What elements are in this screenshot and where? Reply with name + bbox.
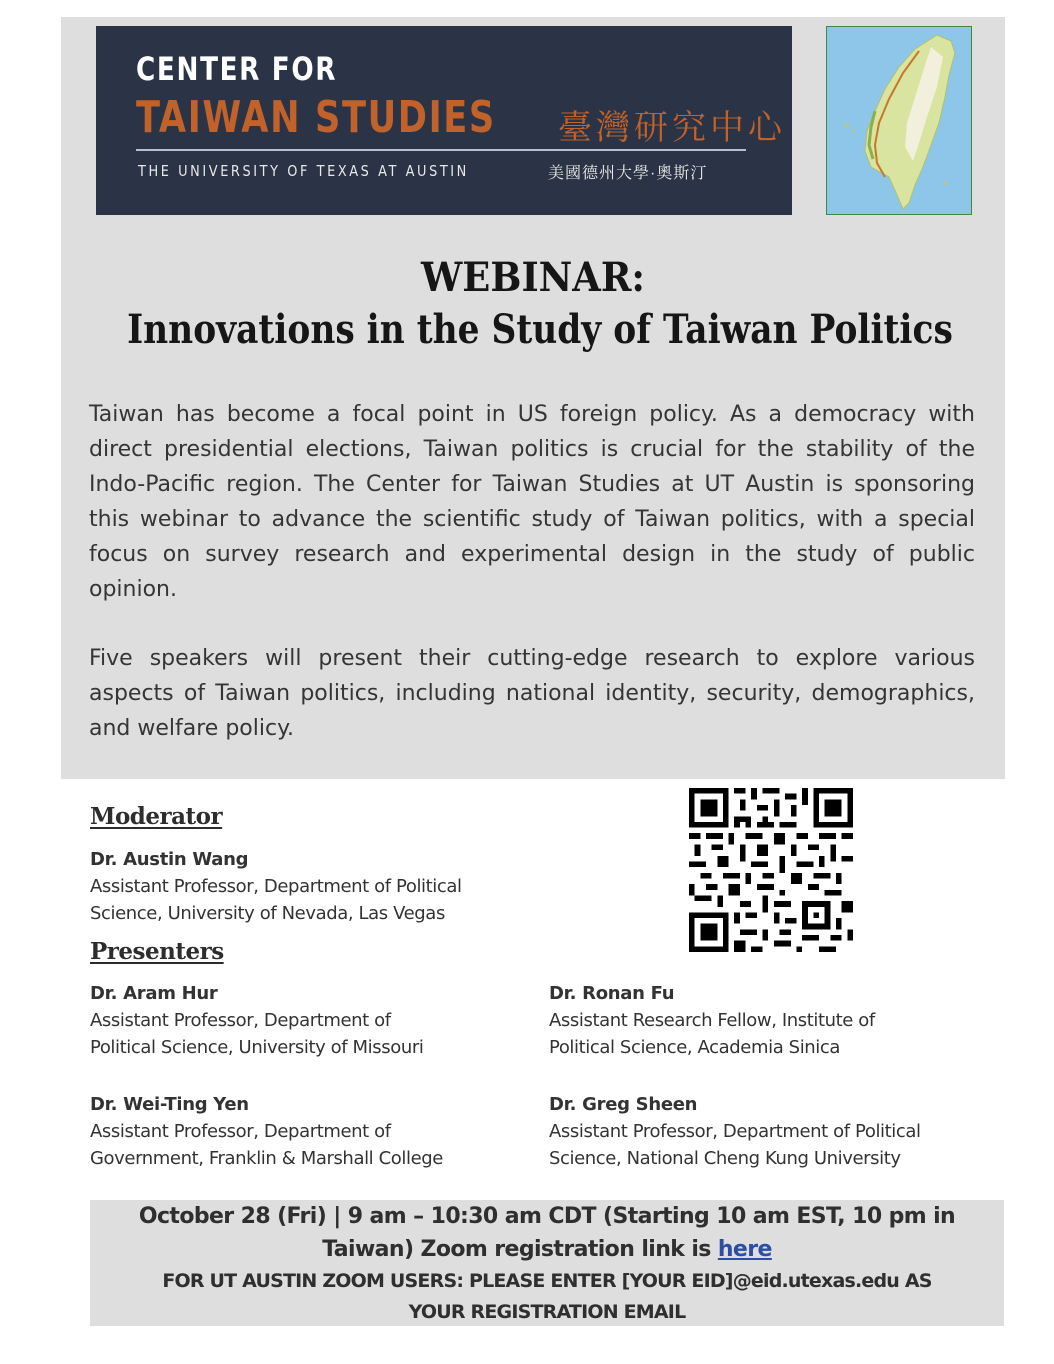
- logo-divider: [136, 149, 746, 151]
- moderator-name: Dr. Austin Wang: [90, 849, 249, 870]
- title-main: Innovations in the Study of Taiwan Politics: [127, 306, 953, 353]
- event-details-footer: [90, 1200, 1004, 1326]
- logo-chinese-name: 臺灣研究中心: [558, 108, 786, 148]
- presenter-name: Dr. Ronan Fu: [549, 983, 675, 1004]
- presenter-name: Dr. Greg Sheen: [549, 1094, 698, 1115]
- center-logo-banner: [96, 26, 792, 215]
- presenter-role-line2: Science, National Cheng Kung University: [549, 1148, 901, 1169]
- event-date-time: October 28 (Fri) | 9 am – 10:30 am CDT (Starting 10 am EST, 10 pm in: [138, 1204, 956, 1229]
- logo-line-center-for: CENTER FOR: [136, 50, 338, 88]
- registration-line: [90, 1233, 1004, 1266]
- presenter-name: Dr. Aram Hur: [90, 983, 218, 1004]
- registration-qr-code[interactable]: [678, 779, 864, 961]
- registration-link[interactable]: here: [717, 1237, 772, 1262]
- presenter-role-line2: Political Science, University of Missouri: [90, 1037, 424, 1058]
- registration-text: Taiwan) Zoom registration link is: [322, 1237, 718, 1262]
- moderator-role-line1: Assistant Professor, Department of Political: [90, 876, 462, 897]
- presenter-role-line2: Government, Franklin & Marshall College: [90, 1148, 443, 1169]
- presenter-entry: [549, 980, 875, 1061]
- presenters-heading: Presenters: [90, 938, 224, 965]
- presenter-entry: [90, 980, 423, 1061]
- logo-university-chinese: 美國德州大學·奧斯汀: [548, 165, 708, 182]
- presenter-role-line1: Assistant Professor, Department of: [90, 1121, 391, 1142]
- presenter-role-line1: Assistant Professor, Department of: [90, 1010, 391, 1031]
- moderator-role-line2: Science, University of Nevada, Las Vegas: [90, 903, 445, 924]
- description-paragraph-2: Five speakers will present their cutting-edge research to explore various aspects of Taiwan politics, including national identity, security, demographics, and welfare policy.: [89, 646, 975, 741]
- ut-users-instruction-line2: YOUR REGISTRATION EMAIL: [408, 1301, 686, 1323]
- logo-line-taiwan-studies: TAIWAN STUDIES: [136, 92, 496, 143]
- page-title: [61, 252, 1005, 356]
- presenter-role-line1: Assistant Research Fellow, Institute of: [549, 1010, 875, 1031]
- presenter-entry: [549, 1091, 921, 1172]
- logo-university: THE UNIVERSITY OF TEXAS AT AUSTIN: [138, 162, 469, 180]
- presenter-name: Dr. Wei-Ting Yen: [90, 1094, 249, 1115]
- presenter-role-line1: Assistant Professor, Department of Political: [549, 1121, 921, 1142]
- presenter-entry: [90, 1091, 443, 1172]
- description-paragraph-1: Taiwan has become a focal point in US foreign policy. As a democracy with direct presidential elections, Taiwan politics is crucial for the stability of the Indo-Pacific region. The Center for Taiwan Studies at UT Austin is sponsoring this webinar to advance the scientific study of Taiwan politics, with a special focus on survey research and experimental design in the study of public opinion.: [89, 402, 975, 602]
- presenter-role-line2: Political Science, Academia Sinica: [549, 1037, 841, 1058]
- qr-code-icon: [687, 788, 855, 952]
- moderator-heading: Moderator: [90, 803, 223, 830]
- ut-users-instruction-line1: FOR UT AUSTIN ZOOM USERS: PLEASE ENTER [YOUR EID]@eid.utexas.edu AS: [162, 1270, 932, 1292]
- moderator-entry: [90, 846, 462, 927]
- title-webinar: WEBINAR:: [420, 254, 646, 301]
- taiwan-map-icon: [826, 26, 972, 215]
